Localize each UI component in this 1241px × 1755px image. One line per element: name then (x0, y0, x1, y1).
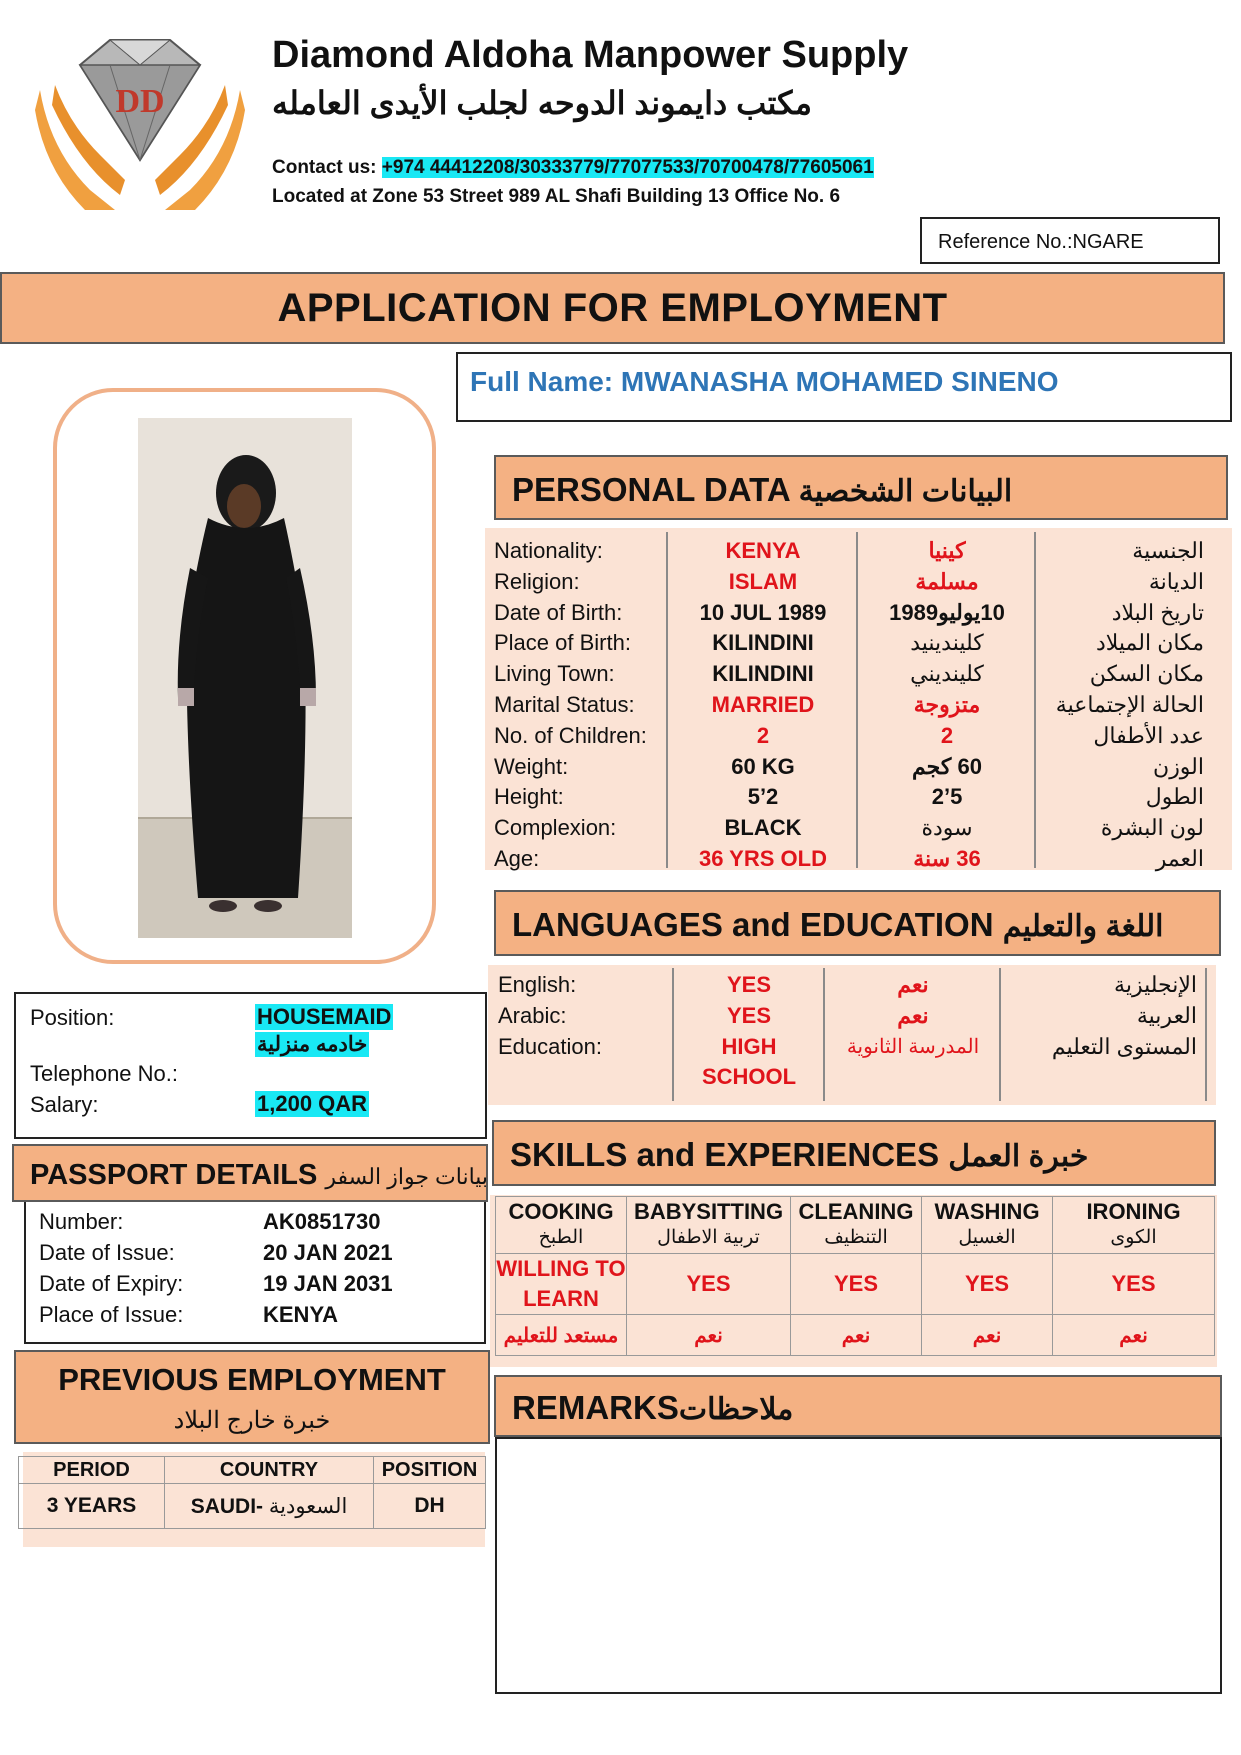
passport-heading-ar: بيانات جواز السفر (325, 1164, 489, 1189)
skill-babysitting (627, 1197, 791, 1254)
skill-value: YES (791, 1254, 922, 1315)
passport-place-label: Place of Issue: (39, 1302, 184, 1327)
skills-value-ar-row (496, 1315, 1215, 1356)
applicant-photo (138, 418, 352, 938)
label-ar-pob: مكان الميلاد (1095, 630, 1204, 656)
full-name: Full Name: MWANASHA MOHAMED SINENO (470, 366, 1059, 397)
label-ar-weight: الوزن (1153, 753, 1204, 779)
label-ar-dob: تاريخ البلاد (1111, 599, 1204, 625)
contact-phones[interactable]: +974 44412208/30333779/77077533/70700478/77605061 (381, 157, 874, 178)
label-nationality: Nationality: (494, 538, 603, 563)
skill-value-ar: نعم (1053, 1315, 1215, 1356)
value-ar-arabic: نعم (897, 1002, 929, 1028)
skill-name-ar: الطبخ (538, 1227, 584, 1248)
value-religion: ISLAM (728, 568, 798, 594)
value-ar-marital: متزوجة (913, 691, 981, 717)
value-nationality: KENYA (725, 538, 801, 563)
skill-name-ar: الغسيل (958, 1227, 1016, 1248)
value-weight: 60 KG (731, 753, 795, 779)
label-ar-children: عدد الأطفال (1093, 722, 1204, 748)
skill-name: IRONING (1086, 1199, 1181, 1224)
personal-labels (494, 536, 647, 875)
value-dob: 10 JUL 1989 (699, 599, 827, 625)
remarks-heading-en: REMARKS (512, 1389, 679, 1426)
skills-heading (492, 1120, 1216, 1186)
skill-value-ar: نعم (922, 1315, 1053, 1356)
skill-cleaning (791, 1197, 922, 1254)
label-english: English: (498, 972, 577, 997)
company-name-ar: مكتب دايموند الدوحه لجلب الأيدى العامله (272, 85, 812, 121)
country-ar: السعودية (268, 1494, 348, 1518)
language-values (674, 970, 824, 1093)
skill-value-ar: مستعد للتعليم (496, 1315, 627, 1356)
contact-label: Contact us: (272, 157, 382, 178)
skill-name-ar: التنظيف (824, 1227, 888, 1248)
label-ar-education: المستوى التعليم (1051, 1033, 1197, 1059)
passport-expiry-value: 19 JAN 2031 (263, 1271, 393, 1296)
company-logo (30, 30, 250, 215)
label-pob: Place of Birth: (494, 630, 631, 656)
label-height: Height: (494, 784, 564, 810)
passport-number-value: AK0851730 (263, 1209, 381, 1234)
language-values-ar (825, 970, 1001, 1062)
label-arabic: Arabic: (498, 1002, 567, 1028)
skill-value: YES (922, 1254, 1053, 1315)
label-dob: Date of Birth: (494, 599, 623, 625)
personal-values-ar (858, 536, 1036, 875)
page-title: APPLICATION FOR EMPLOYMENT (277, 286, 948, 330)
value-ar-complexion: سودة (921, 815, 973, 841)
label-complexion: Complexion: (494, 815, 617, 841)
salary-label: Salary: (30, 1092, 99, 1117)
personal-heading-en: PERSONAL DATA (512, 471, 799, 508)
value-education-2: SCHOOL (701, 1064, 797, 1090)
label-living-town: Living Town: (494, 661, 615, 687)
label-ar-height: الطول (1145, 784, 1204, 810)
label-weight: Weight: (494, 753, 569, 779)
value-english: YES (726, 972, 772, 997)
company-name-en: Diamond Aldoha Manpower Supply (272, 34, 909, 76)
value-age: 36 YRS OLD (699, 845, 827, 871)
value-ar-pob: كليندينيد (910, 630, 984, 656)
value-ar-nationality: كينيا (928, 538, 966, 563)
passport-number-label: Number: (39, 1209, 124, 1234)
value-ar-age: 36 سنة (913, 845, 981, 871)
title-bar (0, 272, 1225, 344)
personal-heading-ar: البيانات الشخصية (798, 475, 1013, 508)
previous-employment-title: PREVIOUS EMPLOYMENT (58, 1362, 446, 1397)
language-labels (498, 970, 602, 1062)
remarks-box[interactable] (495, 1437, 1222, 1694)
value-ar-english: نعم (897, 972, 929, 997)
personal-labels-ar (1036, 536, 1204, 875)
skill-name: COOKING (508, 1199, 614, 1224)
remarks-heading-ar: ملاحظات (678, 1393, 794, 1426)
label-ar-age: العمر (1155, 845, 1204, 871)
value-arabic: YES (726, 1002, 772, 1028)
passport-issue-value: 20 JAN 2021 (263, 1240, 393, 1265)
skill-name: WASHING (934, 1199, 1040, 1224)
skills-value-row (496, 1254, 1215, 1315)
table-header-row (19, 1457, 486, 1484)
previous-employment-table (18, 1456, 486, 1529)
label-marital: Marital Status: (494, 691, 635, 717)
skill-name-ar: تربية الاطفال (657, 1227, 760, 1248)
languages-heading (494, 890, 1221, 956)
passport-heading-en: PASSPORT DETAILS (30, 1159, 326, 1191)
position-label: Position: (30, 1005, 115, 1030)
position-value: HOUSEMAID (257, 1004, 392, 1029)
skill-name: CLEANING (798, 1199, 914, 1224)
skills-heading-ar: خبرة العمل (948, 1140, 1089, 1173)
contact-line (272, 157, 874, 179)
value-living-town: KILINDINI (712, 661, 814, 687)
country-en: SAUDI- (190, 1494, 269, 1518)
language-labels-ar (1001, 970, 1197, 1062)
passport-expiry-label: Date of Expiry: (39, 1271, 184, 1296)
logo-letters: DD (115, 83, 165, 120)
position-value-ar: خادمه منزلية (257, 1033, 368, 1056)
value-marital: MARRIED (711, 691, 815, 717)
personal-data-heading (494, 455, 1228, 520)
passport-place-value: KENYA (263, 1302, 338, 1327)
value-education-1: HIGH (721, 1033, 777, 1059)
label-ar-living-town: مكان السكن (1089, 661, 1204, 687)
reference-box: Reference No.:NGARE (920, 217, 1220, 264)
telephone-label: Telephone No.: (30, 1061, 178, 1086)
col-position: POSITION (374, 1457, 486, 1484)
value-complexion: BLACK (724, 815, 802, 841)
value-ar-dob: 10يوليو1989 (889, 599, 1005, 625)
location-line: Located at Zone 53 Street 989 AL Shafi Building 13 Office No. 6 (272, 186, 841, 207)
skill-name-ar: الكوى (1110, 1227, 1157, 1248)
label-ar-nationality: الجنسية (1132, 538, 1204, 563)
skills-table (495, 1196, 1215, 1356)
label-age: Age: (494, 845, 540, 871)
label-children: No. of Children: (494, 722, 647, 748)
value-ar-height: 5’2 (931, 784, 963, 810)
remarks-heading (494, 1375, 1222, 1437)
value-ar-education: المدرسة الثانوية (846, 1035, 980, 1058)
label-ar-marital: الحالة الإجتماعية (1055, 691, 1204, 717)
skill-washing (922, 1197, 1053, 1254)
value-ar-religion: مسلمة (915, 568, 979, 594)
label-ar-english: الإنجليزية (1114, 972, 1197, 997)
salary-value: 1,200 QAR (257, 1091, 368, 1116)
passport-heading (12, 1144, 488, 1202)
skill-value: WILLING TO LEARN (496, 1254, 627, 1315)
languages-heading-en: LANGUAGES and EDUCATION (512, 906, 1003, 943)
skills-heading-en: SKILLS and EXPERIENCES (510, 1136, 949, 1173)
period-value: 3 YEARS (19, 1484, 165, 1529)
position-value-cell: DH (374, 1484, 486, 1529)
skill-name: BABYSITTING (633, 1199, 784, 1224)
value-ar-children: 2 (940, 722, 954, 748)
table-row (19, 1484, 486, 1529)
languages-heading-ar: اللغة والتعليم (1002, 910, 1164, 943)
skill-value-ar: نعم (791, 1315, 922, 1356)
label-ar-religion: الديانة (1148, 568, 1204, 594)
personal-values (668, 536, 858, 875)
skills-header-row (496, 1197, 1215, 1254)
skill-value-ar: نعم (627, 1315, 791, 1356)
col-country: COUNTRY (165, 1457, 374, 1484)
passport-issue-label: Date of Issue: (39, 1240, 175, 1265)
label-religion: Religion: (494, 568, 580, 594)
value-ar-weight: 60 كجم (912, 753, 982, 779)
country-value (165, 1484, 374, 1529)
value-pob: KILINDINI (712, 630, 814, 656)
label-ar-complexion: لون البشرة (1100, 815, 1204, 841)
label-education: Education: (498, 1033, 602, 1059)
label-ar-arabic: العربية (1136, 1002, 1197, 1028)
skill-ironing (1053, 1197, 1215, 1254)
divider (1205, 968, 1207, 1101)
skill-value: YES (1053, 1254, 1215, 1315)
col-period: PERIOD (19, 1457, 165, 1484)
value-ar-living-town: كلينديني (910, 661, 984, 687)
previous-employment-title-ar: خبرة خارج البلاد (173, 1407, 331, 1434)
value-height: 5’2 (747, 784, 779, 810)
skill-value: YES (627, 1254, 791, 1315)
skill-cooking (496, 1197, 627, 1254)
value-children: 2 (756, 722, 770, 748)
